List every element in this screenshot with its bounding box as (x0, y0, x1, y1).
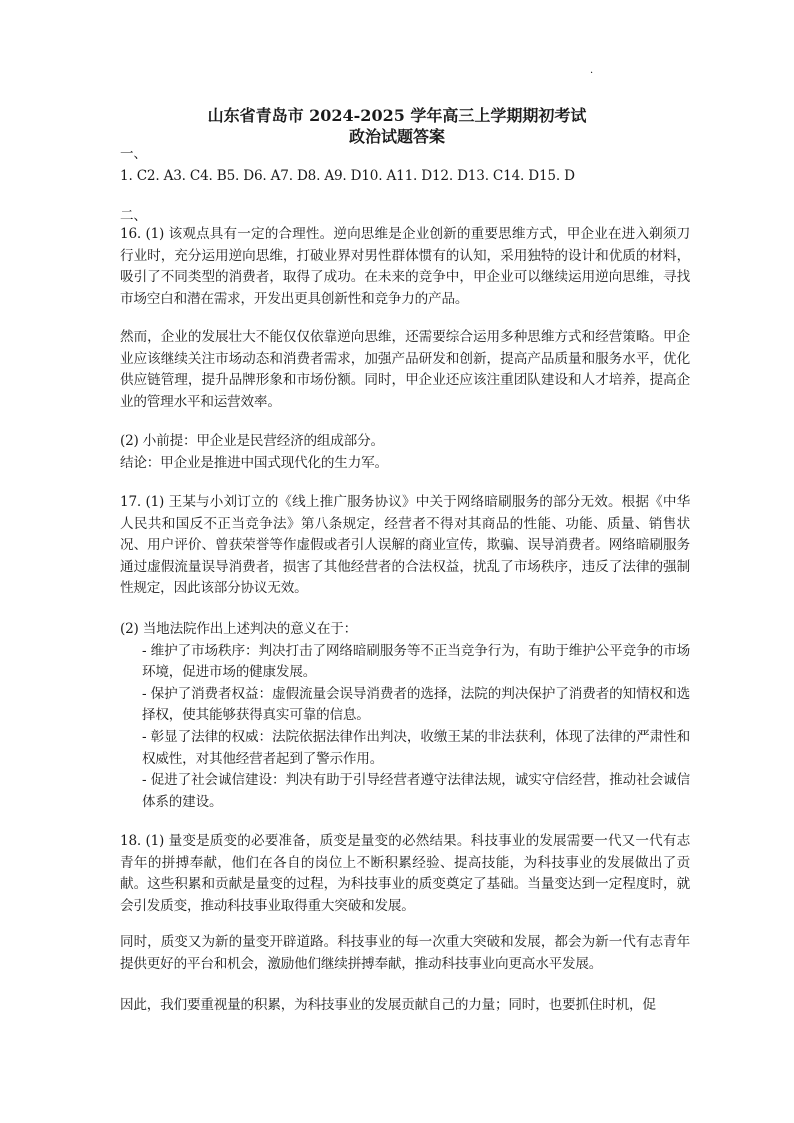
q18-paragraph-2: 同时，质变又为新的量变开辟道路。科技事业的每一次重大突破和发展，都会为新一代有志青年提供更好的平台和机会，激励他们继续拼搏奉献，推动科技事业向更高水平发展。 (120, 934, 690, 972)
q18-paragraph-1: 18. (1) 量变是质变的必要准备，质变是量变的必然结果。科技事业的发展需要一代又一代有志青年的拼搏奉献，他们在各自的岗位上不断积累经验、提高技能，为科技事业的发展做出了贡献。这些积累和贡献是量变的过程，为科技事业的质变奠定了基础。当量变达到一定程度时，就会引发质变，推动科技事业取得重大突破和发展。 (120, 833, 690, 914)
q16-part3 (120, 431, 690, 474)
q16-part2 (120, 327, 690, 413)
q17-point-2: - 保护了消费者权益：虚假流量会误导消费者的选择，法院的判决保护了消费者的知情权和选择权，使其能够获得真实可靠的信息。 (142, 685, 690, 724)
q17-point-3: - 彰显了法律的权威：法院依据法律作出判决，收缴王某的非法获利，体现了法律的严肃性和权威性，对其他经营者起到了警示作用。 (142, 728, 690, 767)
q18-paragraph-3: 因此，我们要重视量的积累，为科技事业的发展贡献自己的力量；同时，也要抓住时机，促 (120, 997, 656, 1013)
document-subtitle: 政治试题答案 (348, 127, 445, 146)
page-mark: · (590, 68, 594, 79)
q18-part3 (120, 995, 690, 1017)
q17-point-1: - 维护了市场秩序：判决打击了网络暗刷服务等不正当竞争行为，有助于维护公平竞争的市场环境，促进市场的健康发展。 (142, 642, 690, 681)
q16-paragraph-1: 16. (1) 该观点具有一定的合理性。逆向思维是企业创新的重要思维方式，甲企业在进入剃须刀行业时，充分运用逆向思维，打破业界对男性群体惯有的认知，采用独特的设计和优质的材料，吸引了不同类型的消费者，取得了成功。在未来的竞争中，甲企业可以继续运用逆向思维，寻找市场空白和潜在需求，开发出更具创新性和竞争力的产品。 (120, 226, 690, 307)
document-title: 山东省青岛市 2024-2025 学年高三上学期期初考试 (207, 106, 587, 125)
q16-part1 (120, 224, 690, 310)
q18-part1 (120, 831, 690, 917)
q18-part2 (120, 932, 690, 975)
q17-paragraph-2: (2) 当地法院作出上述判决的意义在于： (120, 621, 358, 637)
q17-part2 (120, 619, 690, 813)
q17-paragraph-1: 17. (1) 王某与小刘订立的《线上推广服务协议》中关于网络暗刷服务的部分无效。根据《中华人民共和国反不正当竞争法》第八条规定，经营者不得对其商品的性能、功能、质量、销售状况、用户评价、曾获荣誉等作虚假或者引人误解的商业宣传，欺骗、误导消费者。网络暗刷服务通过虚假流量误导消费者，损害了其他经营者的合法权益，扰乱了市场秩序，违反了法律的强制性规定，因此该部分协议无效。 (120, 494, 690, 597)
choice-answers: 1. C2. A3. C4. B5. D6. A7. D8. A9. D10. A11. D12. D13. C14. D15. D (120, 167, 575, 184)
q16-paragraph-4: 结论：甲企业是推进中国式现代化的生力军。 (120, 454, 388, 471)
q16-paragraph-3: (2) 小前提：甲企业是民营经济的组成部分。 (120, 433, 384, 449)
q17-part1 (120, 492, 690, 600)
section-two-heading: 二、 (120, 208, 147, 224)
q17-point-4: - 促进了社会诚信建设：判决有助于引导经营者遵守法律法规，诚实守信经营，推动社会诚信体系的建设。 (142, 772, 690, 810)
q16-paragraph-2: 然而，企业的发展壮大不能仅仅依靠逆向思维，还需要综合运用多种思维方式和经营策略。甲企业应该继续关注市场动态和消费者需求，加强产品研发和创新，提高产品质量和服务水平，优化供应链管理，提升品牌形象和市场份额。同时，甲企业还应该注重团队建设和人才培养，提高企业的管理水平和运营效率。 (120, 329, 690, 410)
section-one-heading: 一、 (120, 146, 147, 162)
section-one (120, 144, 690, 187)
